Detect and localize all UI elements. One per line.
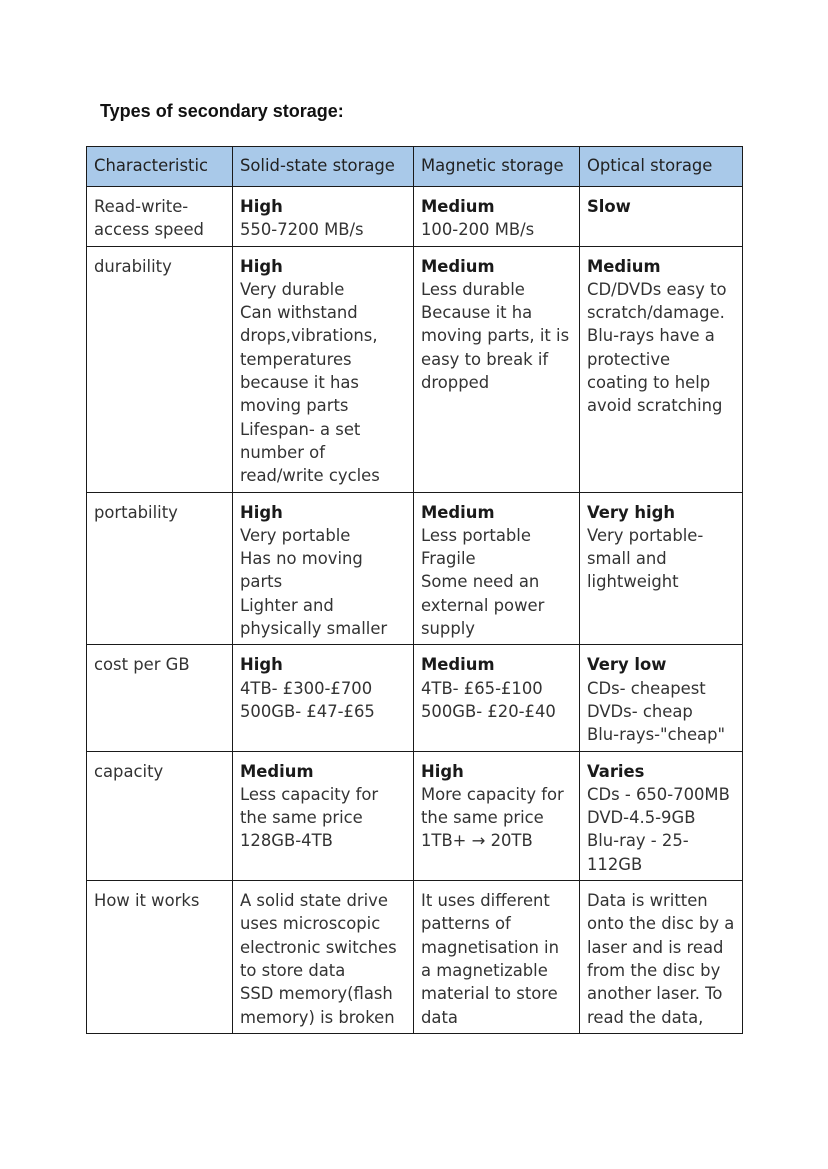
cell-detail-line: Less durable (421, 279, 525, 299)
rating-label: High (240, 197, 283, 216)
rating-label: High (240, 655, 283, 675)
cell-detail-line: It uses different patterns of magnetisation in a magnetizable material to store data (421, 891, 559, 1027)
cell-detail-line: DVDs- cheap (587, 701, 693, 721)
header-characteristic: Characteristic (87, 147, 233, 187)
rating-label: Very low (587, 655, 667, 675)
cell-detail-line: Less capacity for the same price (240, 784, 379, 828)
cell-detail-line: CDs - 650-700MB (587, 784, 730, 804)
cell-detail-line: Very portable-small and lightweight (587, 525, 704, 592)
table-row (87, 645, 743, 751)
row-label: capacity (87, 751, 233, 880)
cell-detail-line: 4TB- £300-£700 (240, 678, 373, 698)
row-label: durability (87, 246, 233, 492)
cell-solid-state (233, 881, 414, 1034)
cell-detail-line: Very portable (240, 525, 351, 545)
table-row (87, 881, 743, 1034)
cell-detail-line: 1TB+ → 20TB (421, 831, 533, 851)
cell-solid-state (233, 751, 414, 880)
cell-detail-line: Blu-rays have a protective coating to help avoid scratching (587, 326, 723, 416)
cell-optical (580, 246, 743, 492)
cell-detail-line: 4TB- £65-£100 (421, 678, 543, 698)
cell-detail-line: CDs- cheapest (587, 678, 706, 698)
cell-detail-line: More capacity for the same price (421, 784, 564, 828)
header-solid-state: Solid-state storage (233, 147, 414, 187)
cell-detail-line: Lifespan- a set number of read/write cycles (240, 419, 380, 486)
table-row (87, 492, 743, 645)
storage-comparison-table (86, 146, 743, 1034)
cell-detail-line: Because it ha moving parts, it is easy to break if dropped (421, 303, 570, 393)
cell-solid-state (233, 645, 414, 751)
table-row (87, 751, 743, 880)
cell-detail-line: Blu-rays-"cheap" (587, 725, 726, 745)
cell-detail-line: Less portable (421, 525, 531, 545)
cell-detail-line: 128GB-4TB (240, 831, 333, 851)
cell-detail-line: 550-7200 MB/s (240, 220, 364, 240)
cell-detail-line: 500GB- £47-£65 (240, 701, 375, 721)
header-magnetic: Magnetic storage (414, 147, 580, 187)
cell-solid-state (233, 187, 414, 247)
cell-detail-line: Data is written onto the disc by a laser and is read from the disc by another laser. To read the data, (587, 891, 735, 1027)
table-body (87, 187, 743, 1034)
rating-label: High (421, 761, 464, 781)
row-label: Read-write-access speed (87, 187, 233, 247)
rating-label: High (240, 256, 283, 276)
cell-detail-line: Lighter and physically smaller (240, 595, 388, 639)
row-label: cost per GB (87, 645, 233, 751)
cell-optical (580, 645, 743, 751)
cell-detail-line: 500GB- £20-£40 (421, 701, 556, 721)
cell-detail-line: Some need an external power supply (421, 572, 545, 639)
row-label: How it works (87, 881, 233, 1034)
rating-label: Very high (587, 502, 676, 522)
cell-detail-line: Fragile (421, 549, 476, 569)
rating-label: Medium (240, 761, 314, 781)
cell-detail-line: Blu-ray - 25-112GB (587, 831, 689, 874)
rating-label: Varies (587, 761, 645, 781)
cell-magnetic (414, 751, 580, 880)
rating-label: Medium (421, 655, 495, 675)
cell-detail-line: CD/DVDs easy to scratch/damage. (587, 279, 727, 323)
cell-magnetic (414, 492, 580, 645)
cell-detail-line: 100-200 MB/s (421, 220, 535, 240)
cell-optical (580, 881, 743, 1034)
cell-detail-line: SSD memory(flash memory) is broken (240, 984, 395, 1027)
cell-solid-state (233, 246, 414, 492)
cell-magnetic (414, 187, 580, 247)
cell-magnetic (414, 645, 580, 751)
page-title: Types of secondary storage: (100, 101, 344, 121)
rating-label: Medium (421, 502, 495, 522)
rating-label: Medium (421, 197, 495, 216)
cell-detail-line: Very durable (240, 279, 345, 299)
table-header-row (87, 147, 743, 187)
row-label: portability (87, 492, 233, 645)
cell-optical (580, 492, 743, 645)
rating-label: High (240, 502, 283, 522)
rating-label: Slow (587, 197, 631, 216)
cell-detail-line: Has no moving parts (240, 549, 363, 592)
cell-magnetic (414, 246, 580, 492)
rating-label: Medium (587, 256, 661, 276)
cell-detail-line: DVD-4.5-9GB (587, 808, 696, 828)
cell-magnetic (414, 881, 580, 1034)
table-row (87, 187, 743, 247)
rating-label: Medium (421, 256, 495, 276)
cell-optical (580, 751, 743, 880)
cell-optical (580, 187, 743, 247)
cell-detail-line: A solid state drive uses microscopic electronic switches to store data (240, 891, 397, 980)
header-optical: Optical storage (580, 147, 743, 187)
table-row (87, 246, 743, 492)
cell-detail-line: Can withstand drops,vibrations, temperatures because it has moving parts (240, 303, 378, 416)
cell-solid-state (233, 492, 414, 645)
